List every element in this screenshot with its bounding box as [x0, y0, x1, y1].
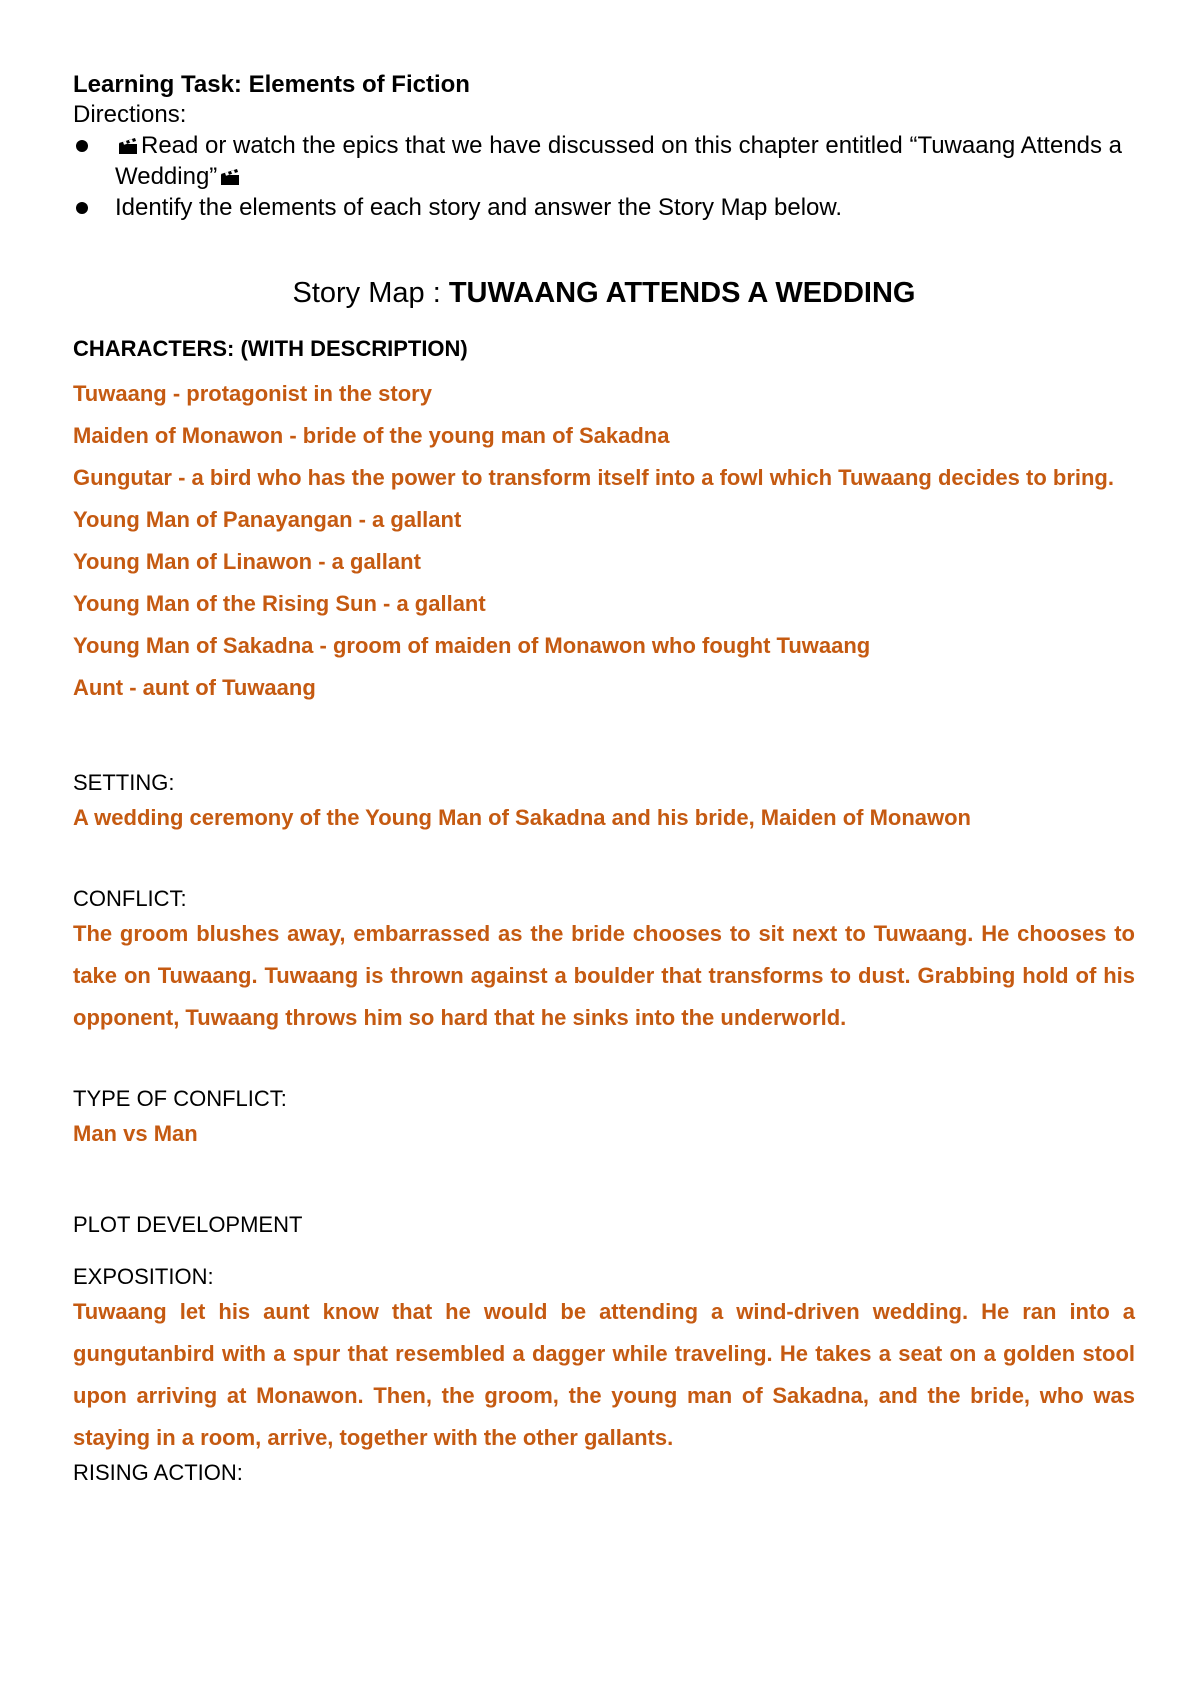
story-map-main-title: TUWAANG ATTENDS A WEDDING	[448, 277, 916, 309]
bullet-dot-icon	[76, 140, 88, 152]
list-item	[73, 192, 1135, 223]
conflict-heading: CONFLICT:	[73, 886, 187, 911]
list-item: Gungutar - a bird who has the power to transform itself into a fowl which Tuwaang decides to bring.	[73, 465, 1114, 490]
list-item	[73, 130, 1135, 192]
list-item: Young Man of Panayangan - a gallant	[73, 507, 462, 532]
story-map-title	[73, 275, 1135, 311]
list-item: Maiden of Monawon - bride of the young man of Sakadna	[73, 423, 670, 448]
directions-list	[73, 130, 1135, 223]
list-item: Young Man of Linawon - a gallant	[73, 549, 421, 574]
clapperboard-icon	[118, 137, 138, 155]
type-of-conflict-text: Man vs Man	[73, 1121, 198, 1146]
bullet-2-text: Identify the elements of each story and answer the Story Map below.	[115, 194, 843, 221]
list-item: Tuwaang - protagonist in the story	[73, 381, 432, 406]
setting-text: A wedding ceremony of the Young Man of Sakadna and his bride, Maiden of Monawon	[73, 805, 971, 830]
list-item: Aunt - aunt of Tuwaang	[73, 675, 316, 700]
characters-list	[73, 373, 1135, 709]
directions-label: Directions:	[73, 101, 187, 128]
story-map-prefix: Story Map :	[292, 277, 449, 309]
list-item: Young Man of Sakadna - groom of maiden of Monawon who fought Tuwaang	[73, 633, 871, 658]
list-item: Young Man of the Rising Sun - a gallant	[73, 591, 486, 616]
exposition-text: Tuwaang let his aunt know that he would be attending a wind-driven wedding. He ran into a gungutanbird with a spur that resembled a dagger while traveling. He takes a seat on a golden stool upon arriving at Monawon. Then, the groom, the young man of Sakadna, and the bride, who was staying in a room, arrive, together with the other gallants.	[73, 1299, 1135, 1450]
conflict-text: The groom blushes away, embarrassed as the bride chooses to sit next to Tuwaang. He chooses to take on Tuwaang. Tuwaang is thrown against a boulder that transforms to dust. Grabbing hold of his opponent, Tuwaang throws him so hard that he sinks into the underworld.	[73, 921, 1135, 1030]
type-of-conflict-heading: TYPE OF CONFLICT:	[73, 1086, 287, 1111]
bullet-dot-icon	[76, 202, 88, 214]
document-body	[73, 70, 1135, 1487]
characters-heading: CHARACTERS: (WITH DESCRIPTION)	[73, 336, 468, 361]
exposition-heading: EXPOSITION:	[73, 1264, 214, 1289]
task-title: Learning Task: Elements of Fiction	[73, 71, 470, 98]
plot-development-heading: PLOT DEVELOPMENT	[73, 1212, 303, 1237]
bullet-1-text: Read or watch the epics that we have discussed on this chapter entitled “Tuwaang Attends a Wedding”	[115, 132, 1123, 190]
clapperboard-icon	[220, 168, 240, 186]
setting-heading: SETTING:	[73, 770, 175, 795]
rising-action-heading: RISING ACTION:	[73, 1460, 243, 1485]
